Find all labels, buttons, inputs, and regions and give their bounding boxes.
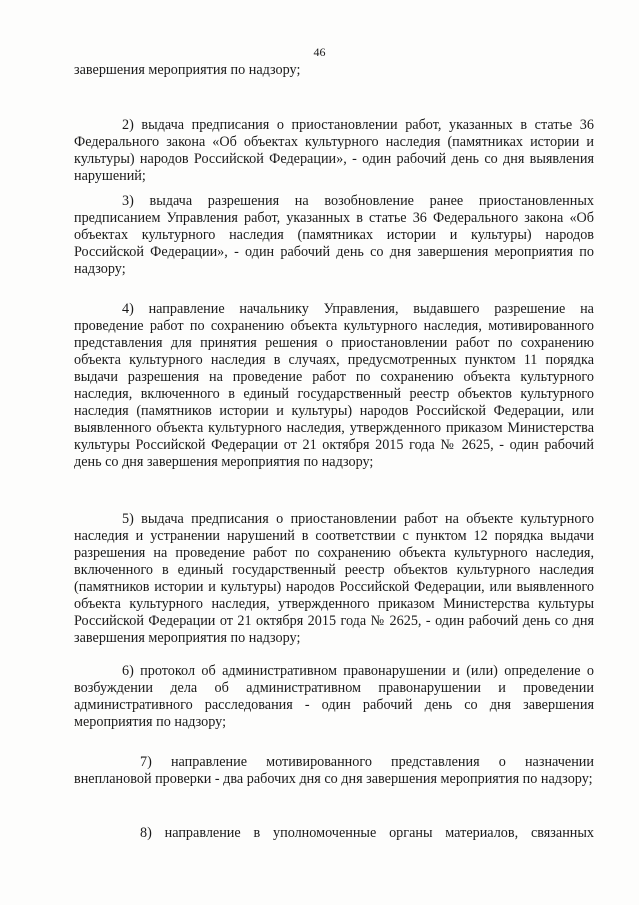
paragraph-item-4: 4) направление начальнику Управления, выдавшего разрешение на проведение работ по сохранению объекта культурного наследия, мотивированного представления для принятия решения о приостановлении работ по сохранению объекта культурного наследия в случаях, предусмотренных пунктом 11 порядка выдачи разрешения на проведение работ по сохранению объекта культурного наследия, включенного в единый государственный реестр объектов культурного наследия (памятников истории и культуры) народов Российской Федерации, или выявленного объекта культурного наследия, утвержденного приказом Министерства культуры Российской Федерации от 21 октября 2015 года № 2625, - один рабочий день со дня завершения мероприятия по надзору; xyxy=(74,301,594,470)
paragraph-item-5: 5) выдача предписания о приостановлении работ на объекте культурного наследия и устранении нарушений в соответствии с пунктом 12 порядка выдачи разрешения на проведение работ по сохранению объекта культурного наследия, включенного в единый государственный реестр объектов культурного наследия (памятников истории и культуры) народов Российской Федерации, или выявленного объекта культурного наследия, утвержденного приказом Министерства культуры Российской Федерации от 21 октября 2015 года № 2625, - один рабочий день со дня завершения мероприятия по надзору; xyxy=(74,511,594,646)
paragraph-item-2: 2) выдача предписания о приостановлении работ, указанных в статье 36 Федерального закона «Об объектах культурного наследия (памятниках истории и культуры) народов Российской Федерации», - один рабочий день со дня выявления нарушений; xyxy=(74,117,594,184)
paragraph-item-7: 7) направление мотивированного представления о назначении внеплановой проверки - два рабочих дня со дня завершения мероприятия по надзору; xyxy=(74,754,594,787)
paragraph-item-6: 6) протокол об административном правонарушении и (или) определение о возбуждении дела об административном правонарушении и проведении административного расследования - один рабочий день со дня завершения мероприятия по надзору; xyxy=(74,663,594,730)
paragraph-item-3: 3) выдача разрешения на возобновление ранее приостановленных предписанием Управления работ, указанных в статье 36 Федерального закона «Об объектах культурного наследия (памятниках истории и культуры) народов Российской Федерации», - один рабочий день со дня завершения мероприятия по надзору; xyxy=(74,193,594,277)
paragraph-continuation: завершения мероприятия по надзору; xyxy=(74,62,301,78)
paragraph-item-8: 8) направление в уполномоченные органы материалов, связанных xyxy=(140,825,594,841)
page-number: 46 xyxy=(313,45,326,59)
